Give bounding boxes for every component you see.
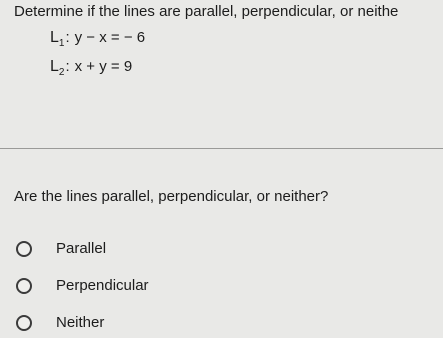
equation-line-2 [50,57,132,79]
equation-colon: : [65,58,70,75]
equation-expression: y − x = − 6 [74,29,146,46]
radio-button-neither[interactable] [16,315,32,331]
option-label-parallel: Parallel [56,240,107,257]
equation-colon: : [65,29,70,46]
question-text: Are the lines parallel, perpendicular, or neither? [14,188,329,205]
line-subscript: 2 [58,67,65,78]
section-divider [0,148,443,149]
option-label-neither: Neither [56,314,105,331]
equation-line-1 [50,28,145,50]
option-perpendicular[interactable] [16,276,149,296]
equation-expression: x + y = 9 [74,58,133,75]
option-neither[interactable] [16,313,104,333]
radio-button-perpendicular[interactable] [16,278,32,294]
line-name: L [50,58,59,75]
problem-prompt: Determine if the lines are parallel, perpendicular, or neithe [14,3,399,20]
radio-button-parallel[interactable] [16,241,32,257]
line-subscript: 1 [58,38,65,49]
line-name: L [50,29,59,46]
option-label-perpendicular: Perpendicular [56,277,149,294]
option-parallel[interactable] [16,239,106,259]
